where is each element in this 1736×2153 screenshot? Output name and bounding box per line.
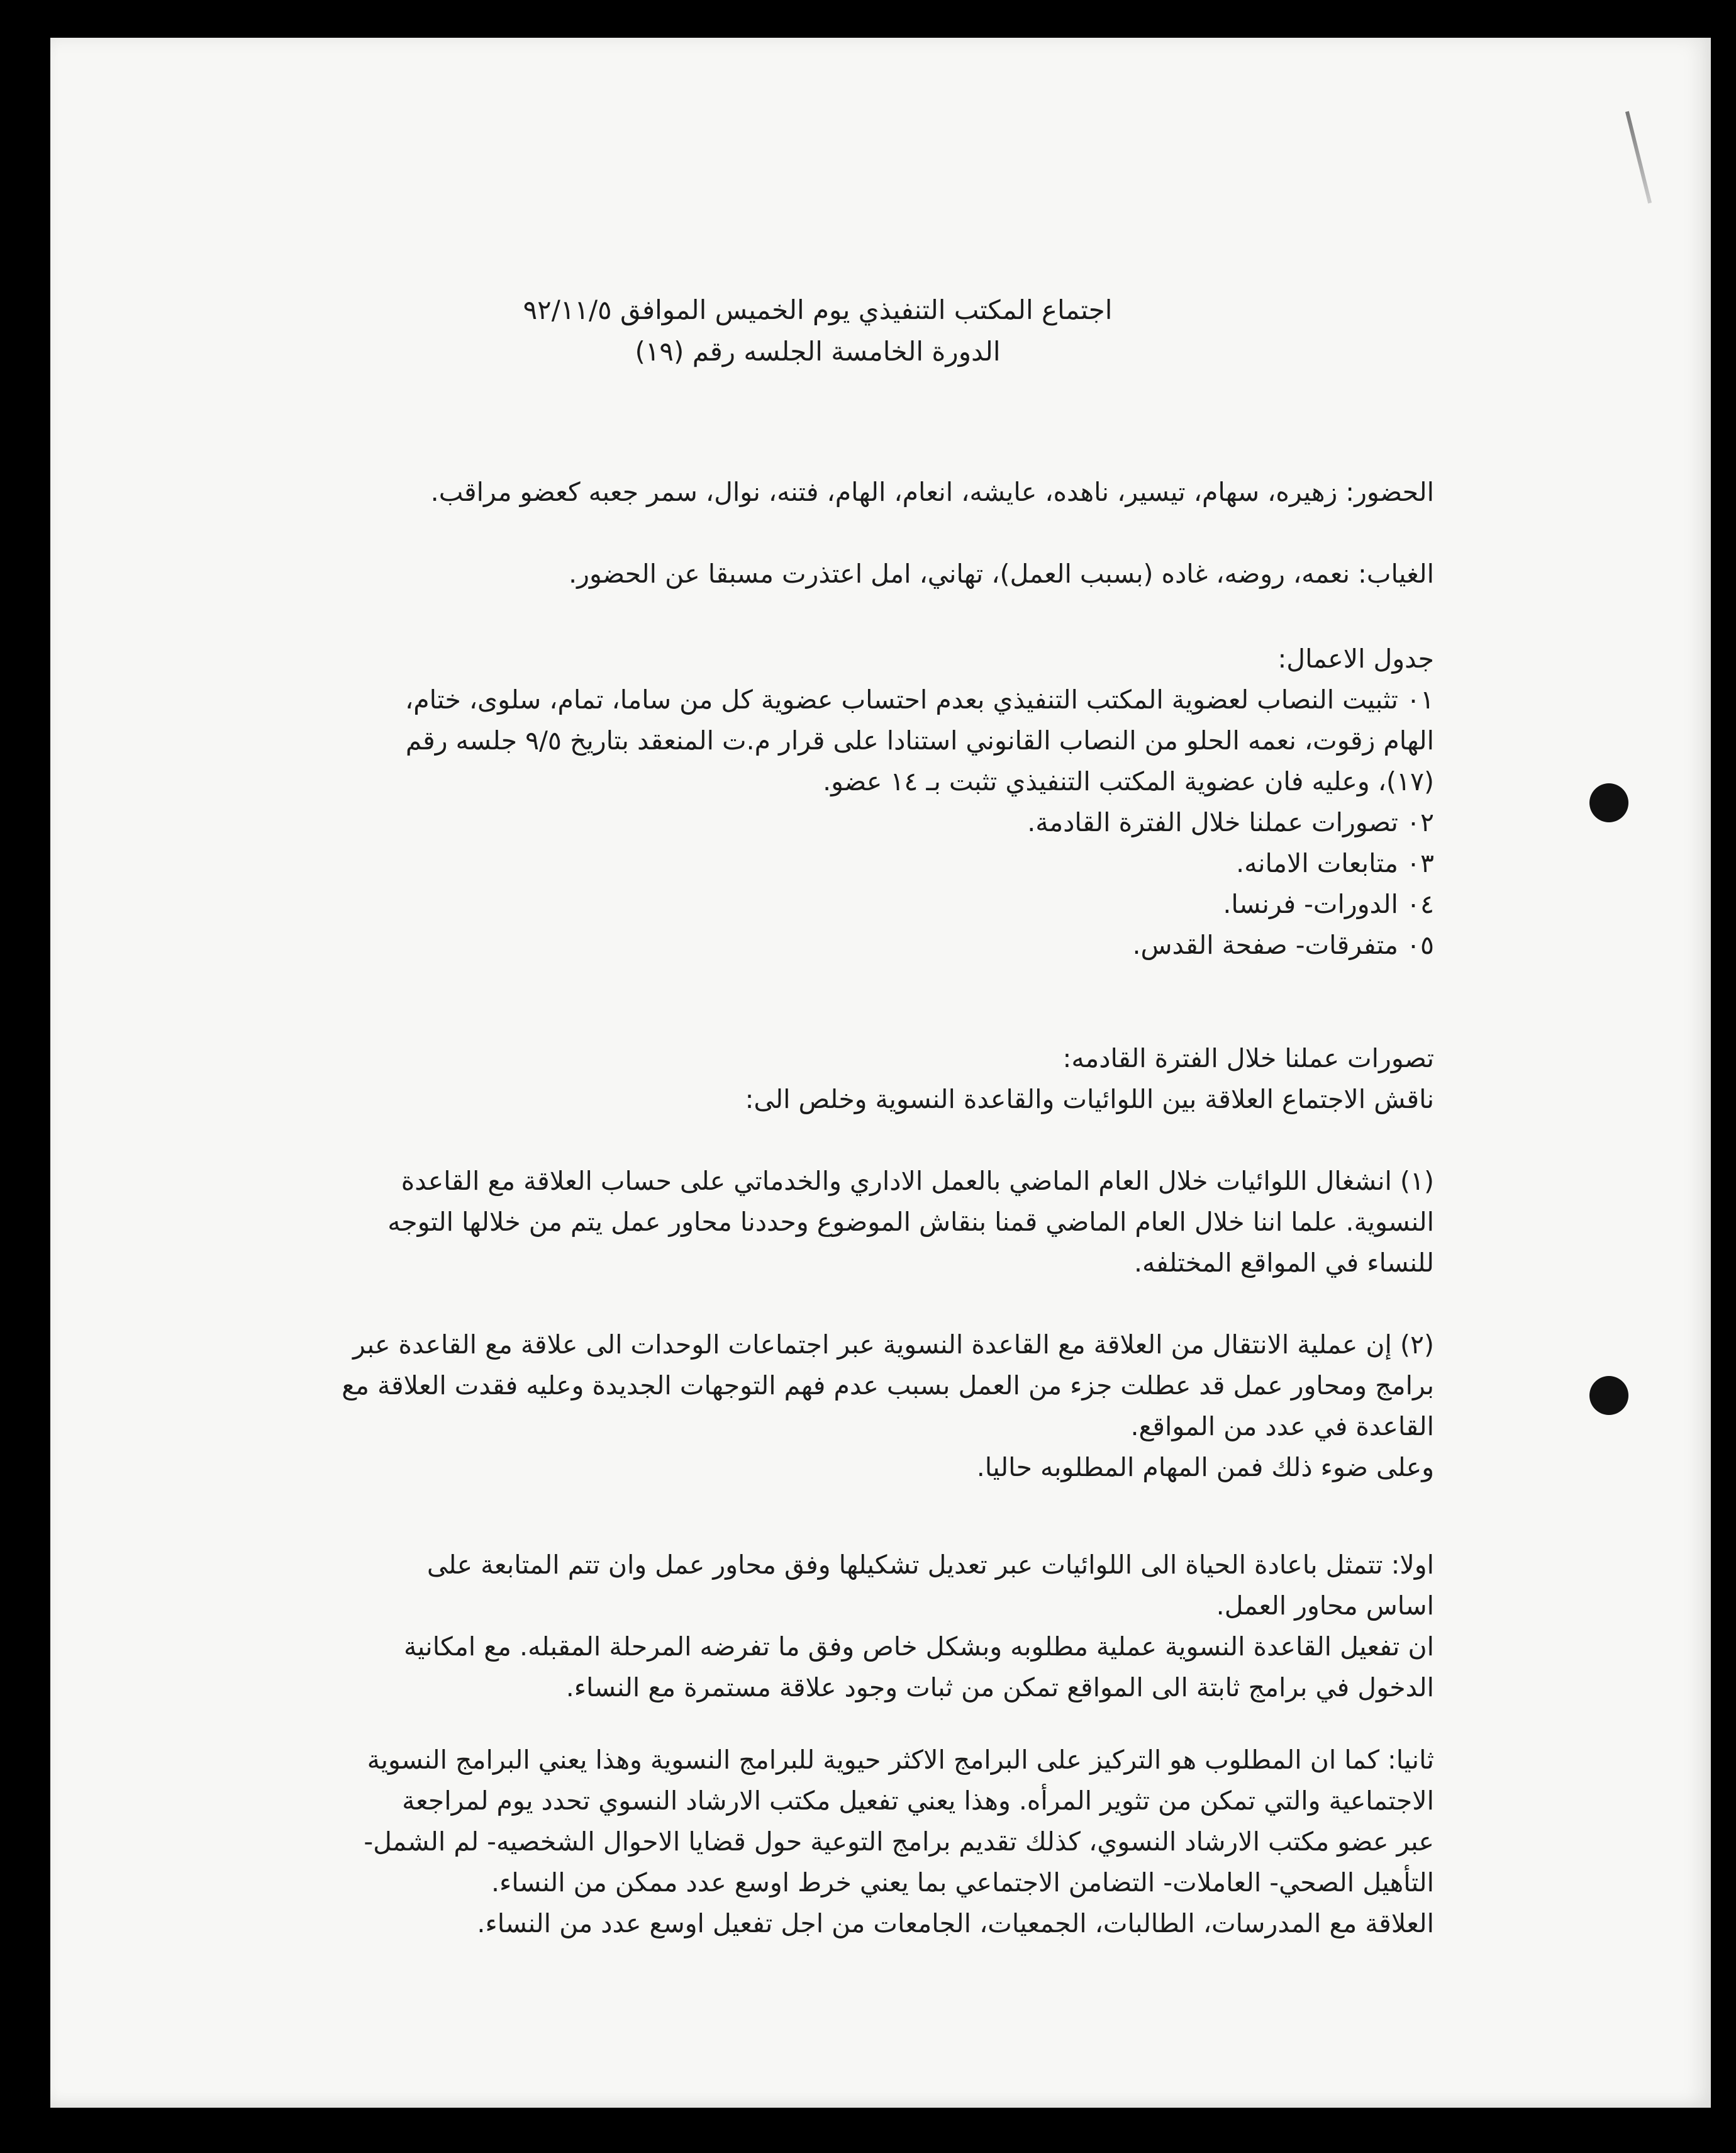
agenda-item: ٠٣ متابعات الامانه. bbox=[1236, 848, 1434, 878]
agenda-item: ٠٤ الدورات- فرنسا. bbox=[1223, 889, 1434, 919]
staple-mark bbox=[1625, 111, 1652, 204]
point-2: (٢) إن عملية الانتقال من العلاقة مع القاعدة النسوية عبر اجتماعات الوحدات الى علاقة مع القاعدة عبر برامج ومحاور عمل قد عطلت جزء من العمل بسبب عدم فهم التوجهات الجديدة وعليه فقدت العلاقة مع القاعدة في عدد من المواقع. وعلى ضوء ذلك فمن المهام المطلوبه حاليا. bbox=[342, 1329, 1434, 1482]
title-line: اجتماع المكتب التنفيذي يوم الخميس الموافق ٩٢/١١/٥ bbox=[523, 294, 1113, 325]
first-task: اولا: تتمثل باعادة الحياة الى اللوائيات عبر تعديل تشكيلها وفق محاور عمل وان تتم المتابعة على اساس محاور العمل. ان تفعيل القاعدة النسوية عملية مطلوبه وبشكل خاص وفق ما تفرضه المرحلة المقبله. مع امكانية الدخول في برامج ثابتة الى المواقع تمكن من ثبات وجود علاقة مستمرة مع النساء. bbox=[403, 1550, 1434, 1703]
agenda-item: الهام زقوت، نعمه الحلو من النصاب القانوني استنادا على قرار م.ت المنعقد بتاريخ ٩/٥ جلسه رقم bbox=[405, 725, 1434, 756]
paper-sheet bbox=[50, 38, 1711, 2108]
section-intro: ناقش الاجتماع العلاقة بين اللوائيات والقاعدة النسوية وخلص الى: bbox=[745, 1084, 1434, 1114]
session-line: الدورة الخامسة الجلسه رقم (١٩) bbox=[635, 336, 1001, 367]
attendance-absent: الغياب: نعمه، روضه، غاده (بسبب العمل)، تهاني، امل اعتذرت مسبقا عن الحضور. bbox=[569, 559, 1434, 589]
section-heading: تصورات عملنا خلال الفترة القادمه: bbox=[1062, 1043, 1434, 1073]
second-task: ثانيا: كما ان المطلوب هو التركيز على البرامج الاكثر حيوية للبرامج النسوية وهذا يعني البرامج النسوية الاجتماعية والتي تمكن من تثوير المرأه. وهذا يعني تفعيل مكتب الارشاد النسوي تحدد يوم لمراجعة عبر عضو مكتب الارشاد النسوي، كذلك تقديم برامج التوعية حول قضايا الاحوال الشخصيه- لم الشمل- التأهيل الصحي- العاملات- التضامن الاجتماعي بما يعني خرط اوسع عدد ممكن من النساء. العلاقة مع المدرسات، الطالبات، الجمعيات، الجامعات من اجل تفعيل اوسع عدد من النساء. bbox=[364, 1745, 1434, 1938]
punch-hole bbox=[1589, 783, 1628, 822]
agenda-item: ٠٢ تصورات عملنا خلال الفترة القادمة. bbox=[1027, 807, 1434, 837]
agenda-item: ٠١ تثبيت النصاب لعضوية المكتب التنفيذي بعدم احتساب عضوية كل من ساما، تمام، سلوى، ختام، bbox=[404, 685, 1434, 715]
document-title bbox=[201, 289, 1434, 372]
agenda-item: (١٧)، وعليه فان عضوية المكتب التنفيذي تثبت بـ ١٤ عضو. bbox=[823, 766, 1434, 797]
agenda bbox=[201, 639, 1434, 966]
punch-hole bbox=[1589, 1376, 1628, 1415]
point-1: (١) انشغال اللوائيات خلال العام الماضي بالعمل الاداري والخدماتي على حساب العلاقة مع القاعدة النسوية. علما اننا خلال العام الماضي قمنا بنقاش الموضوع وحددنا محاور عمل يتم من خلالها التوجه للنساء في المواقع المختلفه. bbox=[387, 1166, 1434, 1278]
attendance-present: الحضور: زهيره، سهام، تيسير، ناهده، عايشه، انعام، الهام، فتنه، نوال، سمر جعبه كعضو مراقب. bbox=[430, 477, 1434, 507]
agenda-item: ٠٥ متفرقات- صفحة القدس. bbox=[1132, 930, 1434, 960]
section-heading-block bbox=[201, 1038, 1434, 1120]
agenda-heading: جدول الاعمال: bbox=[1277, 644, 1434, 674]
